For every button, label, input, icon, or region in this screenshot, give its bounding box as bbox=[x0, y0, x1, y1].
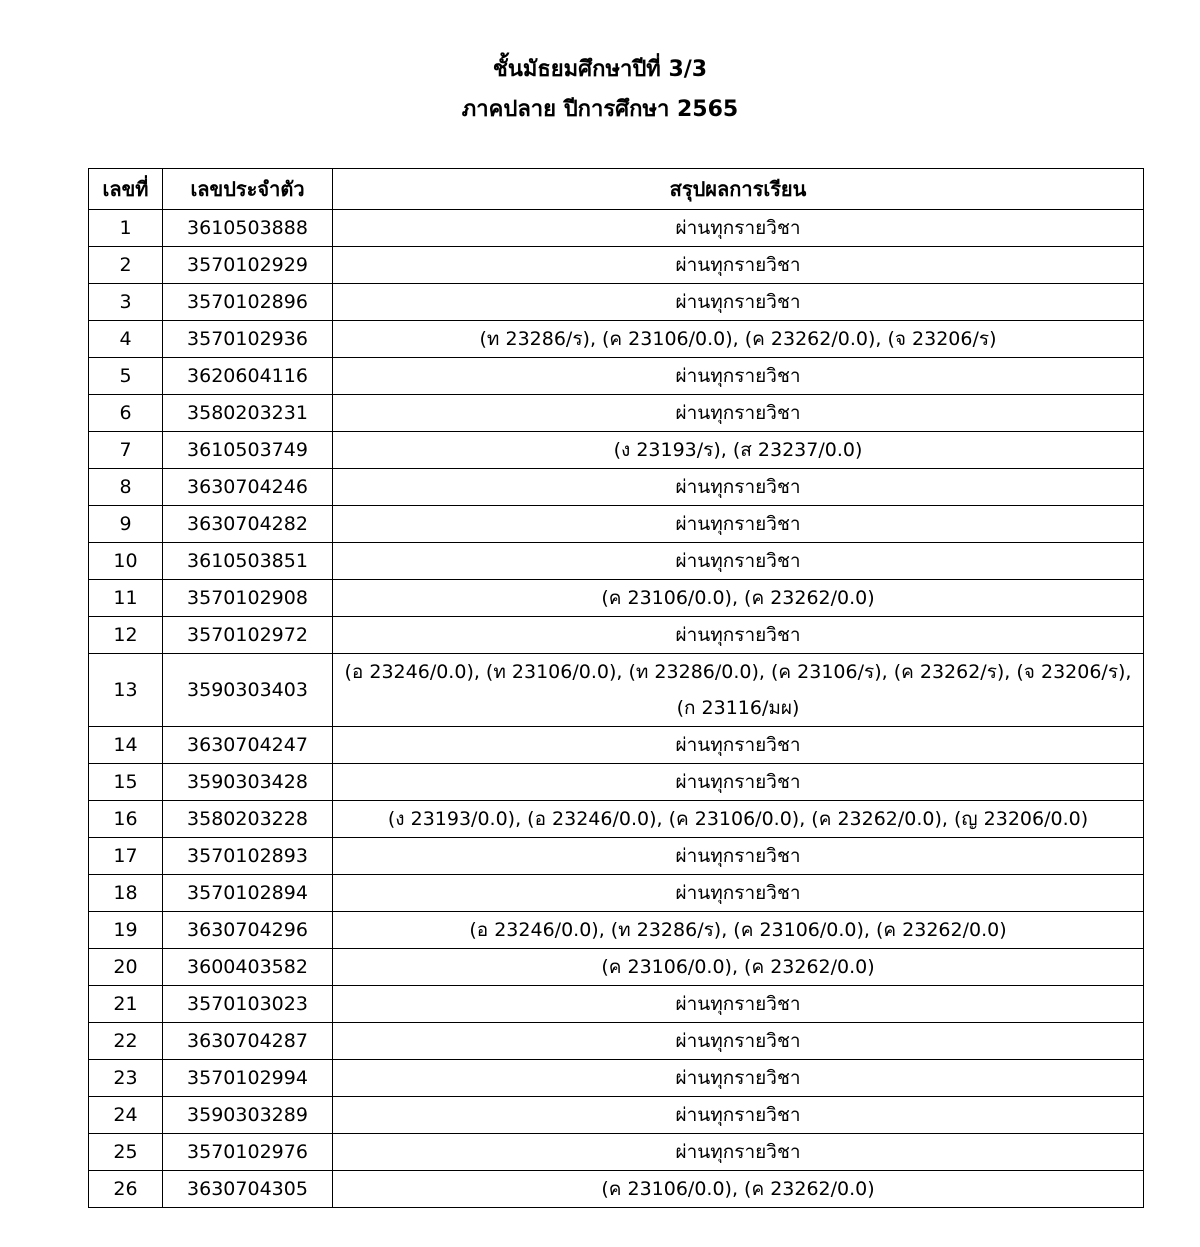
cell-summary: ผ่านทุกรายวิชา bbox=[333, 469, 1144, 506]
cell-number: 25 bbox=[89, 1134, 163, 1171]
class-title: ชั้นมัธยมศึกษาปีที่ 3/3 bbox=[492, 57, 708, 82]
cell-number: 7 bbox=[89, 432, 163, 469]
cell-number: 21 bbox=[89, 986, 163, 1023]
cell-number: 11 bbox=[89, 580, 163, 617]
document-header bbox=[0, 50, 1200, 130]
cell-number: 13 bbox=[89, 654, 163, 727]
cell-summary: ผ่านทุกรายวิชา bbox=[333, 1023, 1144, 1060]
cell-summary: ผ่านทุกรายวิชา bbox=[333, 284, 1144, 321]
cell-summary: (ค 23106/0.0), (ค 23262/0.0) bbox=[333, 949, 1144, 986]
cell-summary: ผ่านทุกรายวิชา bbox=[333, 617, 1144, 654]
cell-summary: ผ่านทุกรายวิชา bbox=[333, 838, 1144, 875]
table-row bbox=[89, 432, 1144, 469]
cell-number: 22 bbox=[89, 1023, 163, 1060]
cell-student-id: 3570102893 bbox=[163, 838, 333, 875]
table-body bbox=[89, 210, 1144, 1208]
cell-student-id: 3630704287 bbox=[163, 1023, 333, 1060]
cell-number: 18 bbox=[89, 875, 163, 912]
cell-summary: ผ่านทุกรายวิชา bbox=[333, 395, 1144, 432]
cell-summary: (ค 23106/0.0), (ค 23262/0.0) bbox=[333, 580, 1144, 617]
table-row bbox=[89, 801, 1144, 838]
cell-student-id: 3570102936 bbox=[163, 321, 333, 358]
cell-number: 23 bbox=[89, 1060, 163, 1097]
cell-number: 24 bbox=[89, 1097, 163, 1134]
table-row bbox=[89, 580, 1144, 617]
cell-student-id: 3630704305 bbox=[163, 1171, 333, 1208]
cell-number: 6 bbox=[89, 395, 163, 432]
table-row bbox=[89, 506, 1144, 543]
cell-student-id: 3570102994 bbox=[163, 1060, 333, 1097]
cell-number: 15 bbox=[89, 764, 163, 801]
results-table bbox=[88, 168, 1144, 1208]
cell-number: 12 bbox=[89, 617, 163, 654]
cell-summary: ผ่านทุกรายวิชา bbox=[333, 1060, 1144, 1097]
cell-summary: (ท 23286/ร), (ค 23106/0.0), (ค 23262/0.0), (จ 23206/ร) bbox=[333, 321, 1144, 358]
cell-summary: ผ่านทุกรายวิชา bbox=[333, 1097, 1144, 1134]
cell-number: 20 bbox=[89, 949, 163, 986]
cell-student-id: 3570103023 bbox=[163, 986, 333, 1023]
cell-number: 9 bbox=[89, 506, 163, 543]
table-row bbox=[89, 727, 1144, 764]
cell-summary: (ง 23193/ร), (ส 23237/0.0) bbox=[333, 432, 1144, 469]
table-row bbox=[89, 1060, 1144, 1097]
table-row bbox=[89, 617, 1144, 654]
cell-student-id: 3620604116 bbox=[163, 358, 333, 395]
cell-summary: ผ่านทุกรายวิชา bbox=[333, 506, 1144, 543]
cell-student-id: 3590303289 bbox=[163, 1097, 333, 1134]
cell-number: 17 bbox=[89, 838, 163, 875]
table-row bbox=[89, 764, 1144, 801]
cell-summary: ผ่านทุกรายวิชา bbox=[333, 875, 1144, 912]
cell-number: 2 bbox=[89, 247, 163, 284]
cell-student-id: 3590303403 bbox=[163, 654, 333, 727]
cell-number: 16 bbox=[89, 801, 163, 838]
cell-number: 3 bbox=[89, 284, 163, 321]
table-row bbox=[89, 949, 1144, 986]
cell-number: 14 bbox=[89, 727, 163, 764]
cell-student-id: 3570102929 bbox=[163, 247, 333, 284]
cell-summary: (ง 23193/0.0), (อ 23246/0.0), (ค 23106/0.0), (ค 23262/0.0), (ญ 23206/0.0) bbox=[333, 801, 1144, 838]
cell-number: 5 bbox=[89, 358, 163, 395]
cell-number: 8 bbox=[89, 469, 163, 506]
table-header-row bbox=[89, 169, 1144, 210]
cell-student-id: 3570102972 bbox=[163, 617, 333, 654]
cell-student-id: 3580203228 bbox=[163, 801, 333, 838]
cell-number: 1 bbox=[89, 210, 163, 247]
table-row bbox=[89, 912, 1144, 949]
table-row bbox=[89, 321, 1144, 358]
table-row bbox=[89, 986, 1144, 1023]
table-row bbox=[89, 247, 1144, 284]
cell-number: 4 bbox=[89, 321, 163, 358]
cell-summary: ผ่านทุกรายวิชา bbox=[333, 247, 1144, 284]
table-row bbox=[89, 469, 1144, 506]
cell-summary: ผ่านทุกรายวิชา bbox=[333, 358, 1144, 395]
table-row bbox=[89, 1023, 1144, 1060]
cell-summary: (อ 23246/0.0), (ท 23286/ร), (ค 23106/0.0), (ค 23262/0.0) bbox=[333, 912, 1144, 949]
cell-student-id: 3570102896 bbox=[163, 284, 333, 321]
cell-number: 10 bbox=[89, 543, 163, 580]
cell-summary: ผ่านทุกรายวิชา bbox=[333, 1134, 1144, 1171]
cell-student-id: 3610503888 bbox=[163, 210, 333, 247]
cell-student-id: 3630704247 bbox=[163, 727, 333, 764]
semester-title: ภาคปลาย ปีการศึกษา 2565 bbox=[461, 97, 739, 122]
cell-student-id: 3630704296 bbox=[163, 912, 333, 949]
cell-student-id: 3580203231 bbox=[163, 395, 333, 432]
cell-summary: ผ่านทุกรายวิชา bbox=[333, 764, 1144, 801]
cell-summary: ผ่านทุกรายวิชา bbox=[333, 986, 1144, 1023]
cell-student-id: 3600403582 bbox=[163, 949, 333, 986]
cell-number: 26 bbox=[89, 1171, 163, 1208]
cell-student-id: 3570102976 bbox=[163, 1134, 333, 1171]
column-header-summary: สรุปผลการเรียน bbox=[333, 169, 1144, 210]
cell-student-id: 3590303428 bbox=[163, 764, 333, 801]
column-header-number: เลขที่ bbox=[89, 169, 163, 210]
cell-summary: ผ่านทุกรายวิชา bbox=[333, 727, 1144, 764]
cell-student-id: 3630704282 bbox=[163, 506, 333, 543]
column-header-student-id: เลขประจำตัว bbox=[163, 169, 333, 210]
cell-student-id: 3570102894 bbox=[163, 875, 333, 912]
cell-number: 19 bbox=[89, 912, 163, 949]
cell-student-id: 3570102908 bbox=[163, 580, 333, 617]
cell-summary: ผ่านทุกรายวิชา bbox=[333, 543, 1144, 580]
table-row bbox=[89, 1134, 1144, 1171]
table-row bbox=[89, 838, 1144, 875]
table-row bbox=[89, 543, 1144, 580]
cell-student-id: 3630704246 bbox=[163, 469, 333, 506]
table-row bbox=[89, 1171, 1144, 1208]
table-row bbox=[89, 875, 1144, 912]
table-row bbox=[89, 1097, 1144, 1134]
table-row bbox=[89, 395, 1144, 432]
cell-summary: ผ่านทุกรายวิชา bbox=[333, 210, 1144, 247]
table-row bbox=[89, 284, 1144, 321]
cell-summary: (ค 23106/0.0), (ค 23262/0.0) bbox=[333, 1171, 1144, 1208]
cell-student-id: 3610503851 bbox=[163, 543, 333, 580]
table-row bbox=[89, 654, 1144, 727]
cell-summary: (อ 23246/0.0), (ท 23106/0.0), (ท 23286/0.0), (ค 23106/ร), (ค 23262/ร), (จ 23206/ร), (ก 23116/มผ) bbox=[333, 654, 1144, 727]
table-row bbox=[89, 210, 1144, 247]
table-row bbox=[89, 358, 1144, 395]
cell-student-id: 3610503749 bbox=[163, 432, 333, 469]
